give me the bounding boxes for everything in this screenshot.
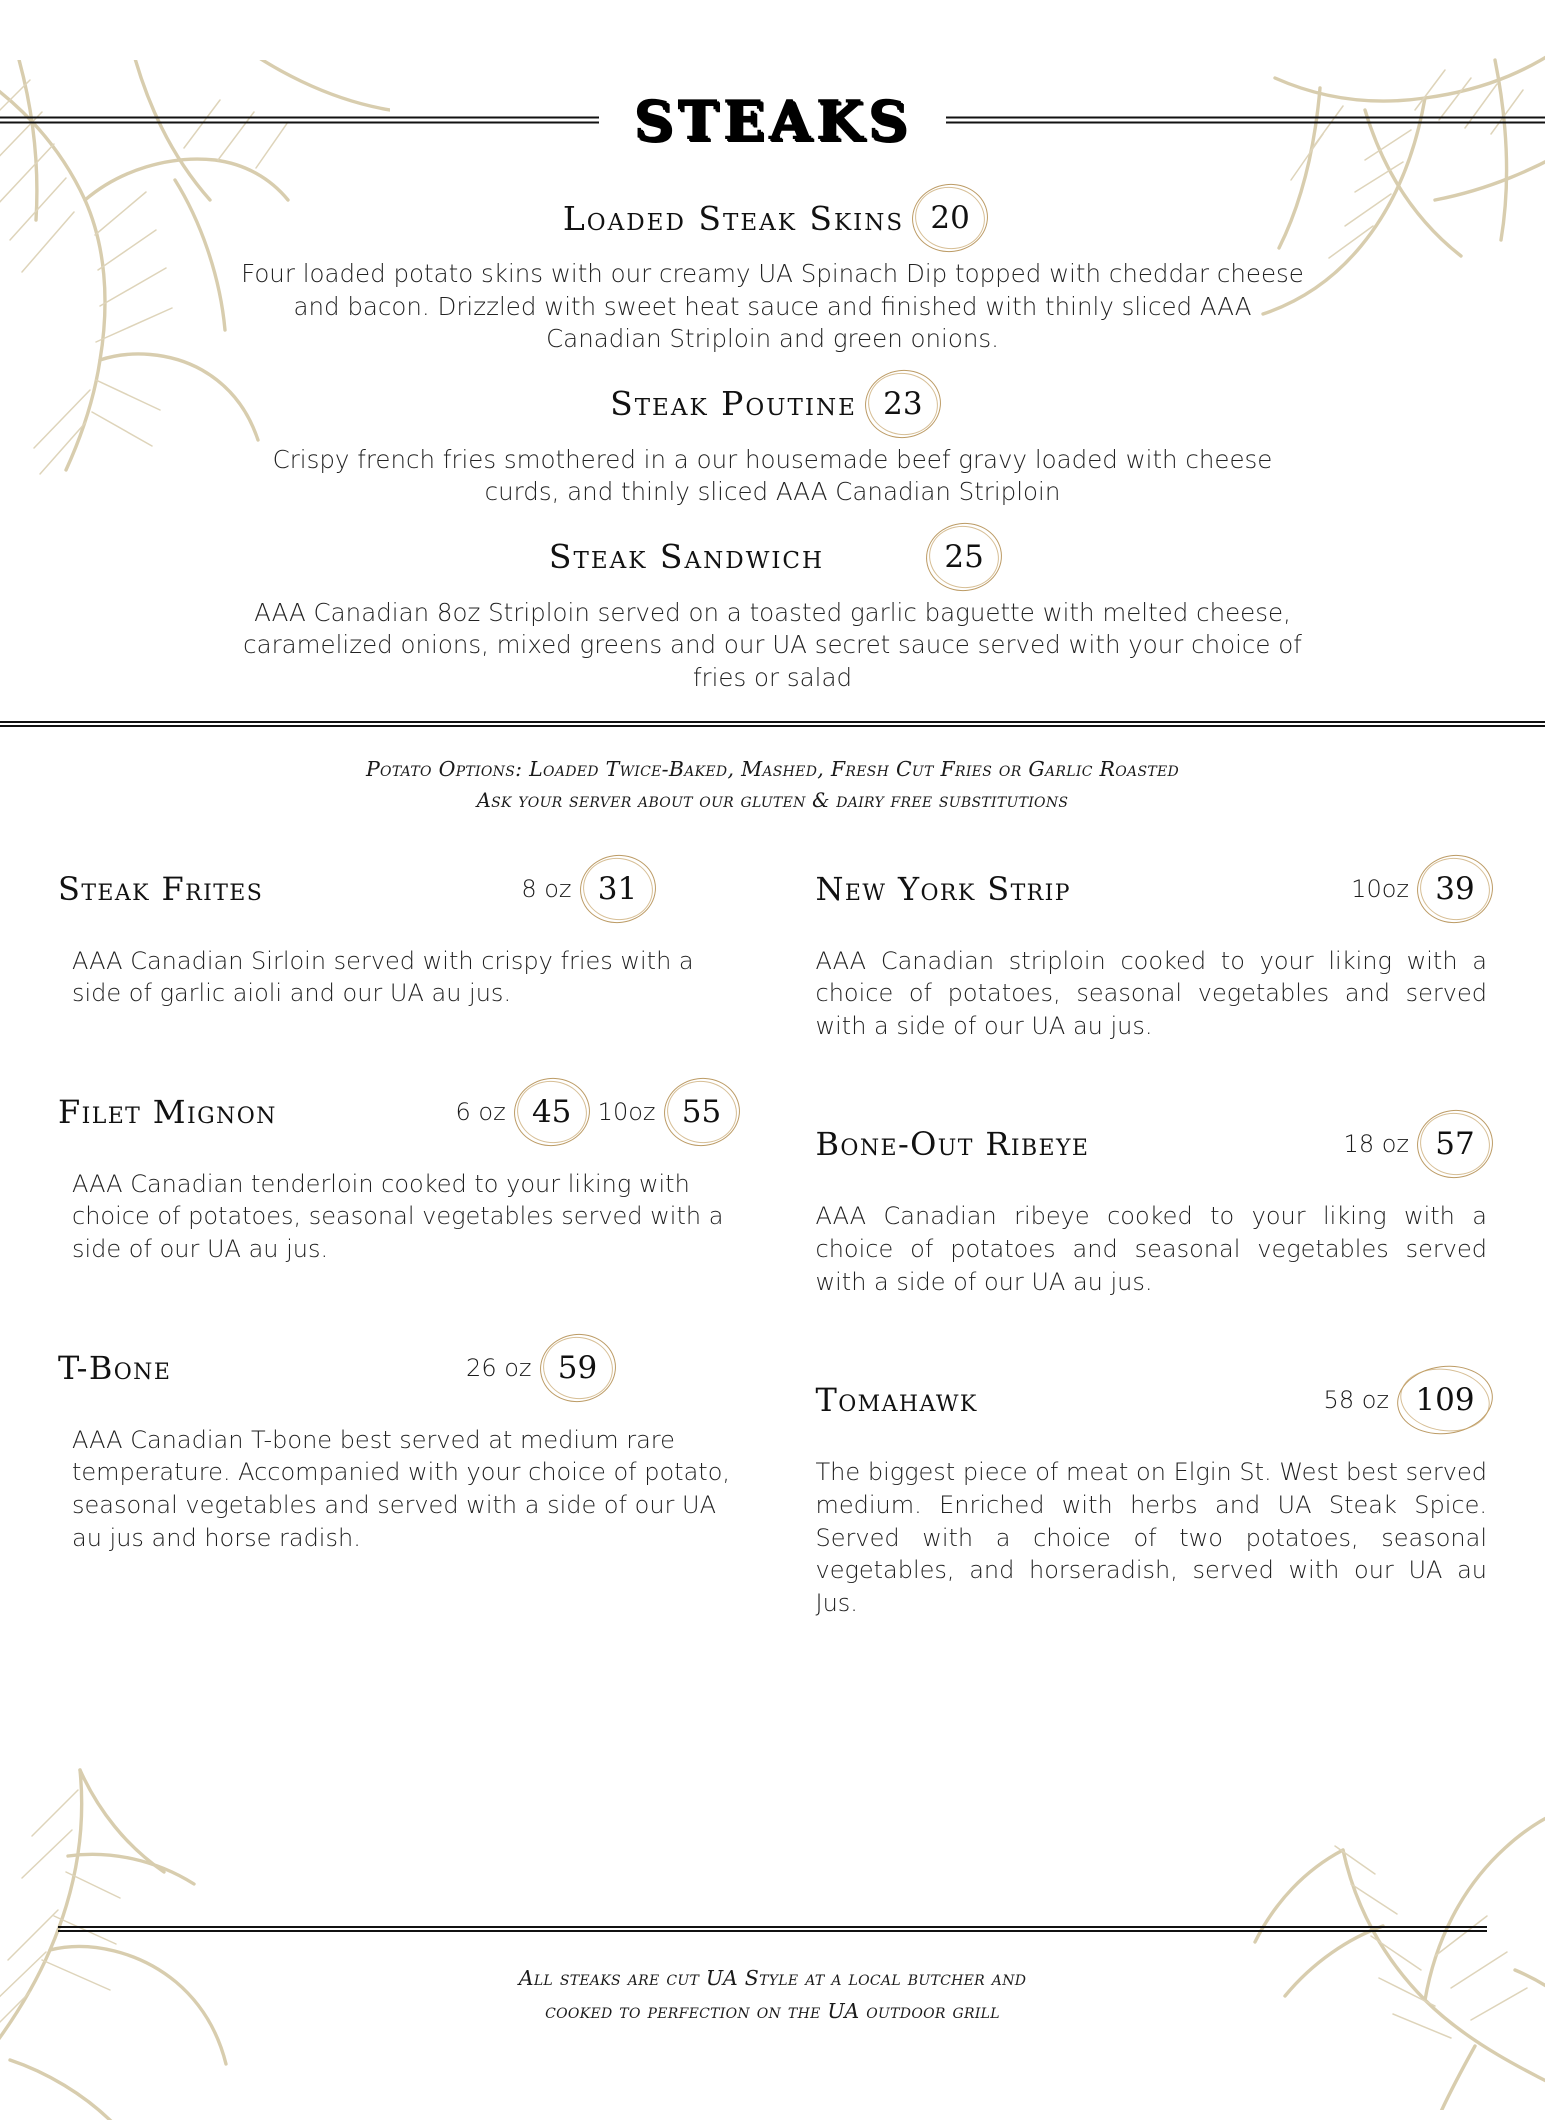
- item-description: AAA Canadian tenderloin cooked to your liking with choice of potatoes, seasonal vegetables served with a side of our UA au jus.: [72, 1169, 724, 1264]
- price-value: 59: [557, 1349, 598, 1386]
- steak-columns: [0, 817, 1545, 1690]
- price-value: 109: [1415, 1382, 1475, 1419]
- menu-item-tomahawk: [812, 1368, 1488, 1643]
- item-header: [812, 857, 1488, 921]
- menu-masthead: [0, 80, 1545, 160]
- price-value: 25: [944, 538, 984, 575]
- item-name: Tomahawk: [815, 1381, 978, 1420]
- item-description: AAA Canadian Sirloin served with crispy fries with a side of garlic aioli and our UA au jus.: [72, 946, 694, 1008]
- left-column: [58, 857, 734, 1690]
- item-header: [812, 1368, 1488, 1432]
- note-substitutions: Ask your server about our gluten & dairy free substitutions: [476, 789, 1069, 813]
- item-description: Four loaded potato skins with our creamy UA Spinach Dip topped with cheddar cheese and bacon. Drizzled with sweet heat sauce and finished with thinly sliced AAA Canadian Striploin and green onions.: [241, 259, 1304, 354]
- menu-item-t-bone: [58, 1336, 734, 1579]
- item-description: AAA Canadian T-bone best served at medium rare temperature. Accompanied with your choice of potato, seasonal vegetables and served with a side of our UA au jus and horse radish.: [72, 1425, 731, 1552]
- menu-item-steak-sandwich: [58, 525, 1487, 695]
- item-description: AAA Canadian 8oz Striploin served on a toasted garlic baguette with melted cheese, caramelized onions, mixed greens and our UA secret sauce served with your choice of fries or salad: [243, 597, 1302, 693]
- price-value: 55: [681, 1093, 722, 1130]
- item-name: Steak Sandwich: [548, 537, 825, 577]
- price-value: 20: [930, 200, 970, 236]
- menu-item-bone-out-ribeye: [812, 1112, 1488, 1322]
- item-header: [812, 1112, 1488, 1176]
- menu-item-steak-frites: [58, 857, 734, 1034]
- item-name: Steak Poutine: [610, 384, 857, 424]
- item-description: AAA Canadian striploin cooked to your liking with a choice of potatoes, seasonal vegetables and served with a side of our UA au jus.: [815, 946, 1487, 1040]
- menu-item-filet-mignon: [58, 1080, 734, 1290]
- price-badge: [932, 525, 996, 589]
- price-badge: [546, 1336, 610, 1400]
- menu-item-steak-poutine: [58, 372, 1487, 509]
- item-name: New York Strip: [815, 869, 1071, 908]
- price-badge: [586, 857, 650, 921]
- item-size: 18 oz: [1343, 1130, 1409, 1159]
- section-divider: [0, 721, 1545, 727]
- price-value: 31: [597, 870, 638, 907]
- item-header: [58, 1336, 734, 1400]
- footer-notes: [0, 1962, 1545, 2028]
- menu-item-loaded-steak-skins: [58, 186, 1487, 356]
- item-size: 26 oz: [466, 1353, 532, 1382]
- menu-notes: [0, 753, 1545, 817]
- price-badge: [1403, 1368, 1487, 1432]
- note-potato-options: Potato Options: Loaded Twice-Baked, Mashed, Fresh Cut Fries or Garlic Roasted: [365, 756, 1180, 781]
- item-header: [58, 857, 734, 921]
- item-size: 8 oz: [521, 874, 572, 903]
- menu-page: [0, 80, 1545, 2080]
- footer-line-1: All steaks are cut UA Style at a local butcher and: [518, 1966, 1027, 1991]
- price-badge: [918, 186, 982, 250]
- price-badge: [1423, 857, 1487, 921]
- price-value: 45: [531, 1093, 572, 1130]
- menu-footer: [0, 1926, 1545, 2028]
- item-description: The biggest piece of meat on Elgin St. West best served medium. Enriched with herbs and UA Steak Spice. Served with a choice of two potatoes, seasonal vegetables, and horseradish, served with our UA au Jus.: [815, 1458, 1487, 1617]
- item-size: 10oz: [597, 1097, 656, 1126]
- item-header: [58, 525, 1487, 589]
- price-value: 23: [883, 385, 923, 422]
- item-name: Loaded Steak Skins: [562, 198, 905, 238]
- item-name: Bone-Out Ribeye: [815, 1125, 1090, 1164]
- page-title: STEAKS: [599, 93, 945, 147]
- item-description: Crispy french fries smothered in a our housemade beef gravy loaded with cheese curds, and thinly sliced AAA Canadian Striploin: [272, 444, 1273, 507]
- item-size: 58 oz: [1323, 1386, 1389, 1415]
- appetizer-steak-section: [0, 160, 1545, 695]
- price-value: 57: [1435, 1126, 1475, 1163]
- item-name: Filet Mignon: [58, 1092, 277, 1131]
- item-header: [58, 1080, 734, 1144]
- price-value: 39: [1435, 870, 1475, 907]
- item-name: Steak Frites: [58, 869, 264, 908]
- right-column: [812, 857, 1488, 1690]
- price-badge: [670, 1080, 734, 1144]
- item-name: T-Bone: [58, 1348, 172, 1387]
- item-header: [58, 186, 1487, 250]
- price-badge: [1423, 1112, 1487, 1176]
- price-badge: [520, 1080, 584, 1144]
- price-badge: [871, 372, 935, 436]
- item-size: 6 oz: [455, 1097, 506, 1126]
- item-size: 10oz: [1351, 874, 1409, 903]
- menu-item-new-york-strip: [812, 857, 1488, 1067]
- footer-divider: [58, 1926, 1487, 1932]
- item-header: [58, 372, 1487, 436]
- item-description: AAA Canadian ribeye cooked to your liking with a choice of potatoes and seasonal vegetables served with a side of our UA au jus.: [815, 1202, 1487, 1296]
- footer-line-2: cooked to perfection on the UA outdoor grill: [545, 1999, 1000, 2024]
